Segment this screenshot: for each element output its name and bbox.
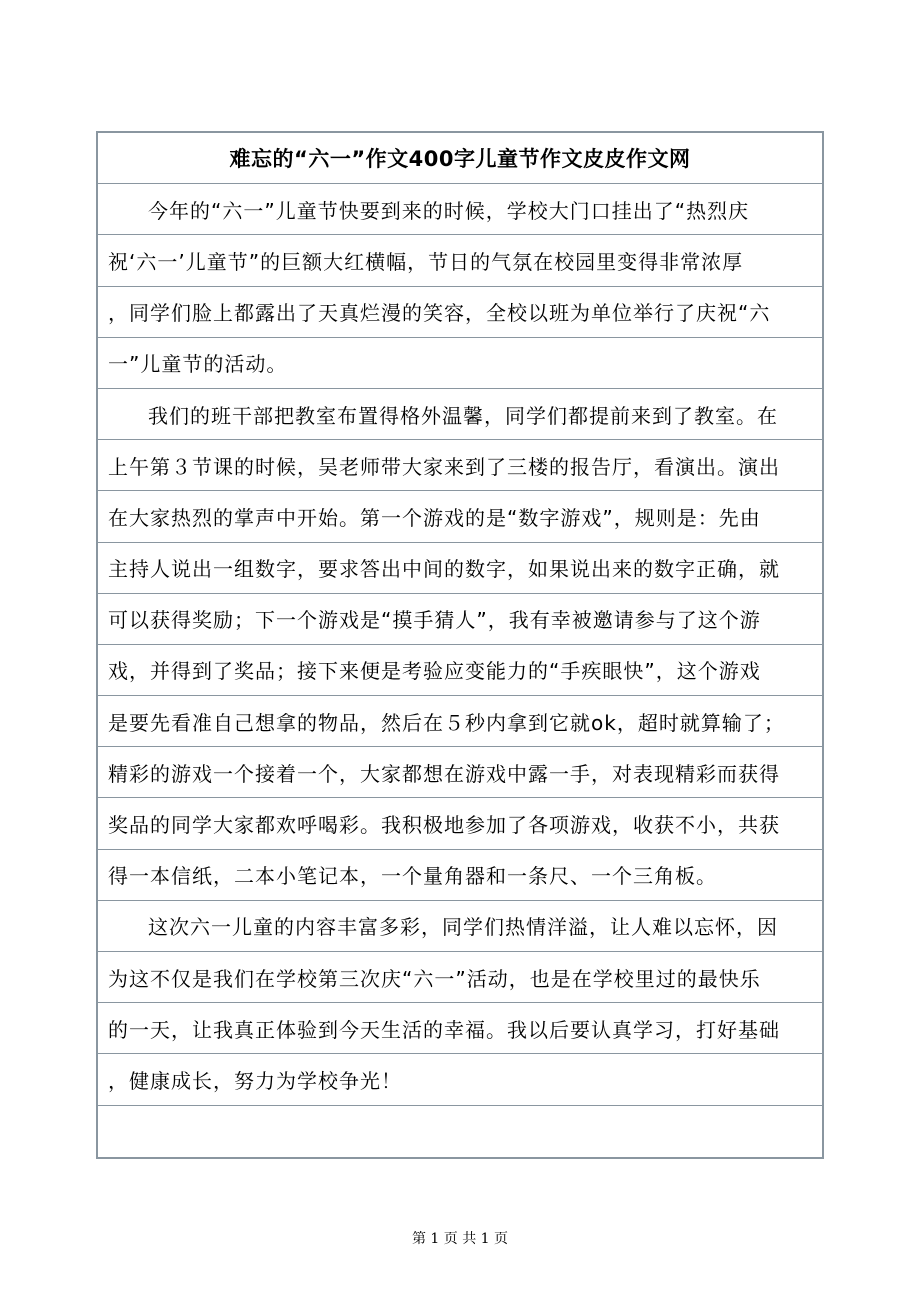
text-line: 上午第３节课的时候，吴老师带大家来到了三楼的报告厅，看演出。演出 bbox=[98, 440, 822, 491]
essay-title: 难忘的“六一”作文400字儿童节作文皮皮作文网 bbox=[98, 133, 822, 184]
text-line: ，健康成长，努力为学校争光！ bbox=[98, 1054, 822, 1105]
text-line: 为这不仅是我们在学校第三次庆“六一”活动，也是在学校里过的最快乐 bbox=[98, 952, 822, 1003]
text-line: 精彩的游戏一个接着一个，大家都想在游戏中露一手，对表现精彩而获得 bbox=[98, 747, 822, 798]
text-line: 一”儿童节的活动。 bbox=[98, 338, 822, 389]
text-line: 这次六一儿童的内容丰富多彩，同学们热情洋溢，让人难以忘怀，因 bbox=[98, 901, 822, 952]
text-line: 是要先看准自己想拿的物品，然后在５秒内拿到它就ok，超时就算输了； bbox=[98, 696, 822, 747]
empty-line bbox=[98, 1106, 822, 1157]
text-line: 今年的“六一”儿童节快要到来的时候，学校大门口挂出了“热烈庆 bbox=[98, 184, 822, 235]
text-line: 戏，并得到了奖品；接下来便是考验应变能力的“手疾眼快”，这个游戏 bbox=[98, 645, 822, 696]
text-line: 可以获得奖励；下一个游戏是“摸手猜人”，我有幸被邀请参与了这个游 bbox=[98, 594, 822, 645]
text-line: 在大家热烈的掌声中开始。第一个游戏的是“数字游戏”，规则是：先由 bbox=[98, 491, 822, 542]
text-line: 得一本信纸，二本小笔记本，一个量角器和一条尺、一个三角板。 bbox=[98, 850, 822, 901]
text-line: 我们的班干部把教室布置得格外温馨，同学们都提前来到了教室。在 bbox=[98, 389, 822, 440]
text-line: 奖品的同学大家都欢呼喝彩。我积极地参加了各项游戏，收获不小，共获 bbox=[98, 798, 822, 849]
essay-table bbox=[96, 131, 824, 1159]
text-line: ，同学们脸上都露出了天真烂漫的笑容，全校以班为单位举行了庆祝“六 bbox=[98, 287, 822, 338]
text-line: 的一天，让我真正体验到今天生活的幸福。我以后要认真学习，打好基础 bbox=[98, 1003, 822, 1054]
text-line: 主持人说出一组数字，要求答出中间的数字，如果说出来的数字正确，就 bbox=[98, 543, 822, 594]
page-footer: 第 1 页 共 1 页 bbox=[411, 1231, 509, 1247]
text-line: 祝‘六一’儿童节”的巨额大红横幅，节日的气氛在校园里变得非常浓厚 bbox=[98, 235, 822, 286]
